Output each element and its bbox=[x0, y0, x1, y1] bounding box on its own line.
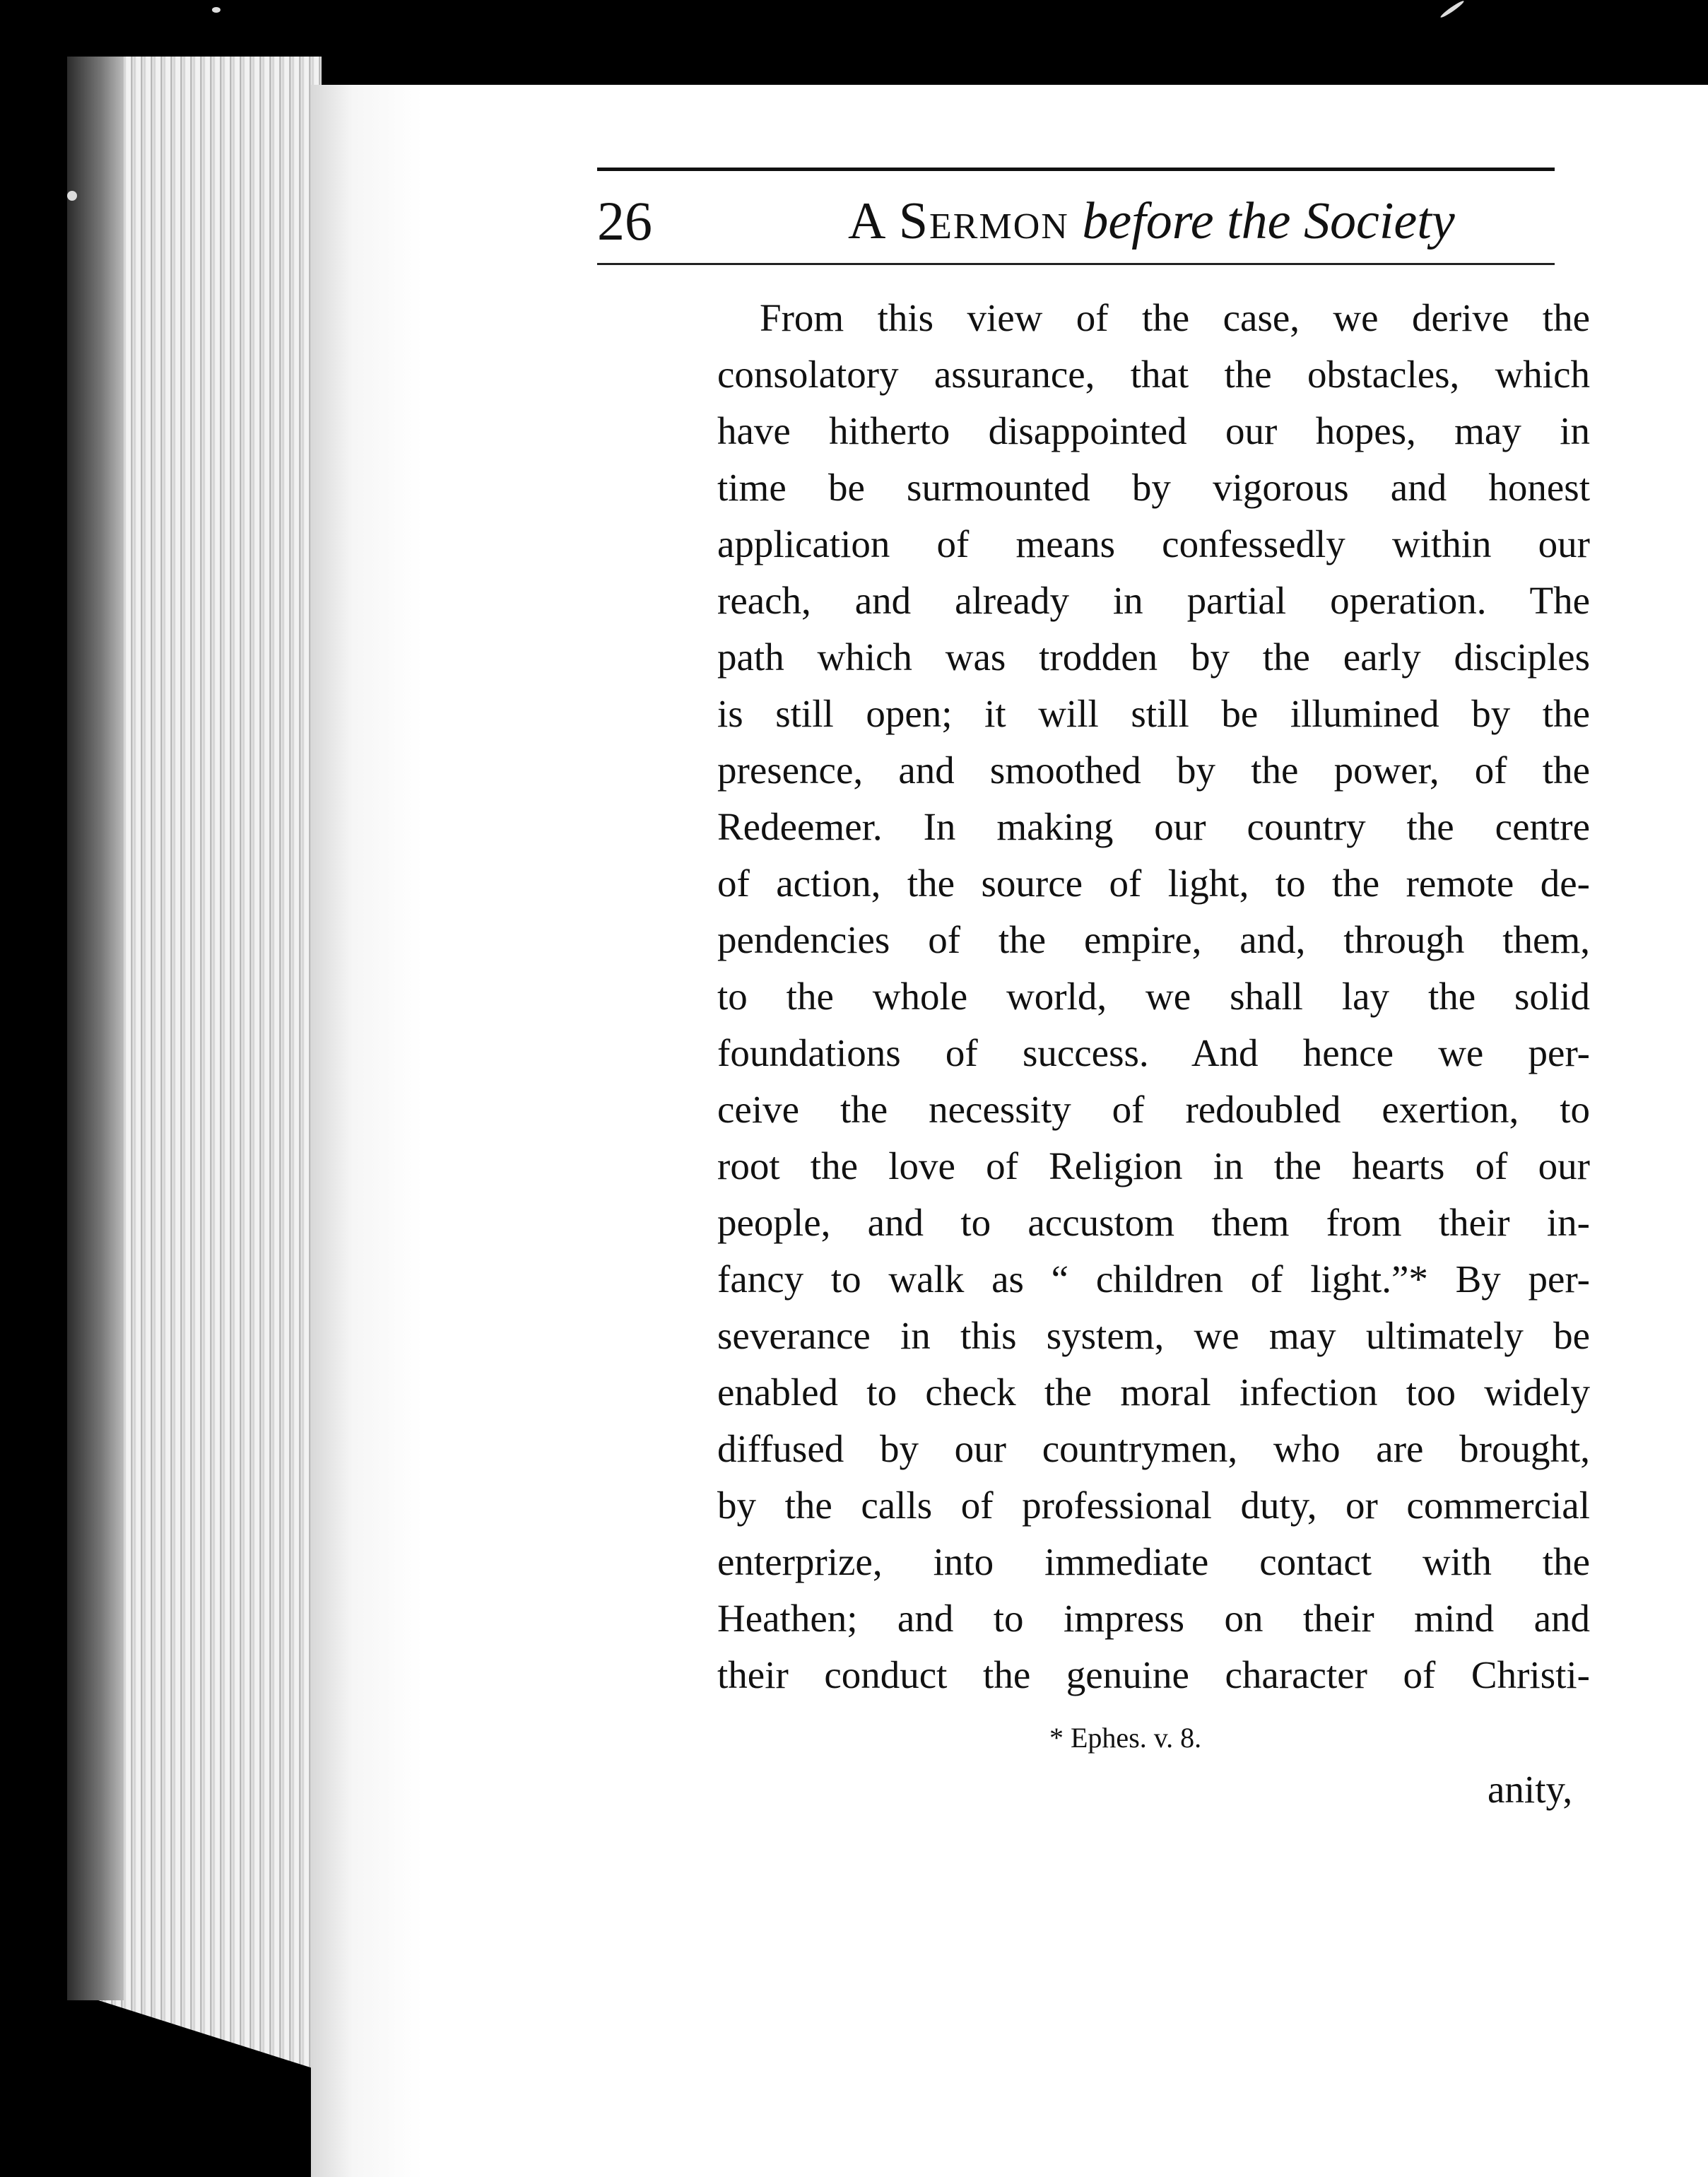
text-line: application of means confessedly within our bbox=[717, 522, 1590, 565]
text-line: reach, and already in partial operation. The bbox=[717, 579, 1590, 622]
dust-speck bbox=[1439, 0, 1465, 19]
text-line: enterprize, into immediate contact with the bbox=[717, 1540, 1590, 1583]
book-spine-shadow bbox=[67, 57, 124, 2000]
text-line: diffused by our countrymen, who are brought, bbox=[717, 1427, 1590, 1470]
dust-speck bbox=[67, 191, 77, 201]
body-text bbox=[717, 290, 1590, 1703]
dust-speck bbox=[212, 7, 220, 13]
running-head-sermon: A Sermon bbox=[848, 192, 1069, 250]
text-line: to the whole world, we shall lay the solid bbox=[717, 975, 1590, 1018]
running-head-rest: before the Society bbox=[1082, 192, 1455, 250]
footnote: * Ephes. v. 8. bbox=[1049, 1722, 1202, 1754]
text-line: is still open; it will still be illumined by the bbox=[717, 692, 1590, 735]
text-line: time be surmounted by vigorous and honest bbox=[717, 466, 1590, 509]
text-line: have hitherto disappointed our hopes, may in bbox=[717, 409, 1590, 452]
text-line: pendencies of the empire, and, through them, bbox=[717, 918, 1590, 961]
text-line: enabled to check the moral infection too widely bbox=[717, 1371, 1590, 1414]
text-line: root the love of Religion in the hearts of our bbox=[717, 1144, 1590, 1187]
text-line: Heathen; and to impress on their mind and bbox=[717, 1597, 1590, 1640]
running-head-title bbox=[848, 189, 1455, 253]
text-line: Redeemer. In making our country the centre bbox=[717, 805, 1590, 848]
header-rule-top bbox=[597, 168, 1555, 171]
text-line: fancy to walk as “ children of light.”* By per- bbox=[717, 1257, 1590, 1301]
text-line: From this view of the case, we derive the bbox=[760, 296, 1590, 339]
text-line: presence, and smoothed by the power, of the bbox=[717, 749, 1590, 792]
text-line: path which was trodden by the early disciples bbox=[717, 635, 1590, 679]
text-line: their conduct the genuine character of Christi- bbox=[717, 1653, 1590, 1696]
text-line: by the calls of professional duty, or commercial bbox=[717, 1484, 1590, 1527]
text-line: of action, the source of light, to the remote de- bbox=[717, 862, 1590, 905]
running-header bbox=[597, 189, 1555, 253]
catchword: anity, bbox=[1488, 1768, 1573, 1811]
text-line: foundations of success. And hence we per- bbox=[717, 1031, 1590, 1074]
text-line: consolatory assurance, that the obstacles, which bbox=[717, 353, 1590, 396]
page-number: 26 bbox=[597, 190, 652, 252]
text-line: ceive the necessity of redoubled exertion, to bbox=[717, 1088, 1590, 1131]
header-rule-bottom bbox=[597, 263, 1555, 265]
text-line: people, and to accustom them from their in- bbox=[717, 1201, 1590, 1244]
text-line: severance in this system, we may ultimately be bbox=[717, 1314, 1590, 1357]
